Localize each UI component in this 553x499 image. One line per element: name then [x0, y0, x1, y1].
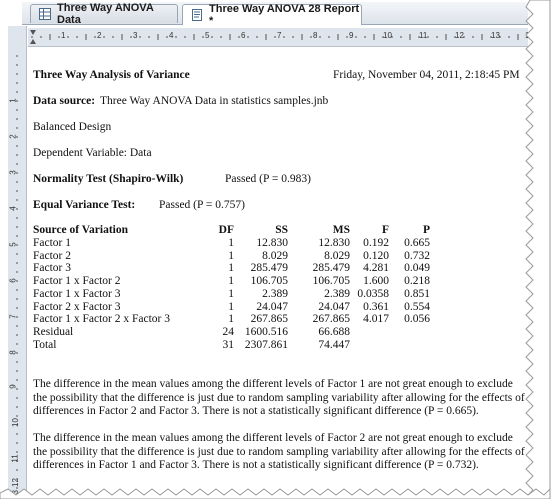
table-cell-value: 24.047: [256, 300, 288, 313]
table-cell-value: 267.865: [250, 313, 288, 326]
normality-test-result: Passed (P = 0.983): [225, 173, 311, 185]
report-title: Three Way Analysis of Variance: [33, 69, 190, 81]
table-cell-value: 12.830: [256, 237, 288, 249]
table-cell-value: 1600.516: [244, 325, 288, 338]
ruler-number: 2: [97, 31, 102, 40]
table-cell-value: 0.0358: [357, 287, 389, 300]
ruler-number: 4: [8, 206, 18, 211]
paragraph-line: the possibility that the difference is just due to random sampling variability after allowing for the effects of: [33, 391, 525, 404]
table-cell-value: 66.688: [318, 325, 350, 338]
equal-variance-label: Equal Variance Test:: [33, 199, 136, 211]
table-cell-value: 1: [228, 275, 234, 288]
tab-anova-report[interactable]: [182, 4, 362, 25]
ruler-number: 3: [8, 170, 18, 175]
table-cell-source: Residual: [33, 325, 74, 338]
table-cell-value: 285.479: [312, 262, 350, 275]
interpretation-factor-1: [33, 378, 553, 419]
table-cell-value: 74.447: [318, 338, 350, 351]
ruler-number: 11: [419, 31, 428, 40]
table-cell-value: 0.056: [404, 313, 430, 326]
paragraph-line: The difference in the mean values among the different levels of Factor 1 are not great enough to exclude: [33, 378, 513, 390]
table-cell-value: 1: [228, 300, 234, 313]
table-cell-value: 12.830: [318, 237, 350, 249]
table-cell-value: 31: [222, 338, 234, 351]
table-cell-value: 1: [228, 249, 234, 262]
table-cell-value: 0.361: [363, 300, 389, 313]
table-cell-value: 24.047: [318, 300, 350, 313]
interpretation-factor-2: [33, 432, 553, 473]
ruler-number: 7: [8, 314, 18, 319]
table-cell-source: Factor 2: [33, 249, 72, 262]
table-cell-value: 1: [228, 313, 234, 326]
dependent-variable-text: Dependent Variable: Data: [33, 147, 152, 159]
table-cell-source: Factor 2 x Factor 3: [33, 300, 121, 313]
table-cell-value: 285.479: [250, 262, 288, 275]
table-cell-value: 1.600: [363, 275, 389, 288]
table-cell-source: Factor 1 x Factor 2 x Factor 3: [33, 313, 171, 326]
table-cell-value: 0.192: [363, 237, 389, 249]
paragraph-line: the possibility that the difference is just due to random sampling variability after allowing for the effects of: [33, 445, 525, 458]
table-cell-source: Factor 1 x Factor 3: [33, 287, 121, 300]
ruler-number: 5: [8, 242, 18, 247]
left-indent-marker: [30, 39, 36, 44]
ruler-number: 1: [61, 31, 66, 40]
ruler-number: 8: [8, 350, 18, 355]
table-cell-value: 4.017: [363, 313, 389, 326]
table-cell-source: Factor 1 x Factor 2: [33, 275, 121, 288]
ruler-number: 4: [169, 31, 174, 40]
report-document[interactable]: [28, 48, 528, 496]
first-line-indent-marker: [30, 30, 36, 35]
table-cell-value: 24: [222, 325, 234, 338]
torn-edge-right: [524, 0, 550, 499]
data-source-label: Data source:: [33, 95, 96, 107]
ruler-number: 10: [10, 418, 20, 427]
worksheet-icon: [39, 8, 51, 20]
table-cell-value: 2.389: [324, 287, 350, 300]
table-cell-source: Total: [33, 338, 57, 351]
table-cell-value: 0.851: [404, 287, 430, 300]
header-source: Source of Variation: [33, 224, 128, 236]
table-cell-value: 267.865: [312, 313, 350, 326]
table-cell-value: 0.665: [404, 237, 430, 249]
header-ms: MS: [332, 224, 350, 236]
equal-variance-result: Passed (P = 0.757): [159, 199, 245, 211]
table-cell-value: 1: [228, 237, 234, 249]
tab-label: Three Way ANOVA 28 Report *: [209, 3, 360, 27]
ruler-number: 3: [133, 31, 138, 40]
tab-label: Three Way ANOVA Data: [57, 2, 154, 26]
ruler-number: 12: [10, 478, 20, 487]
torn-edge-bottom: [0, 485, 550, 499]
report-icon: [191, 9, 203, 21]
header-df: DF: [218, 224, 234, 236]
table-cell-value: 106.705: [312, 275, 350, 288]
table-cell-value: 0.554: [404, 300, 430, 313]
vertical-ruler[interactable]: [8, 26, 27, 496]
header-f: F: [381, 224, 389, 236]
table-cell-value: 0.218: [404, 275, 430, 288]
paragraph-line: differences in Factor 2 and Factor 3. There is not a statistically significant difference (P = 0.665).: [33, 405, 479, 417]
paragraph-line: The difference in the mean values among the different levels of Factor 2 are not great enough to exclude: [33, 432, 513, 444]
ruler-number: 5: [205, 31, 210, 40]
ruler-number: 2: [8, 134, 18, 139]
table-cell-value: 8.029: [324, 249, 350, 262]
ruler-number: 6: [241, 31, 246, 40]
normality-test-label: Normality Test (Shapiro-Wilk): [33, 173, 184, 185]
ruler-number: 13: [491, 31, 500, 40]
table-cell-value: 0.049: [404, 262, 430, 275]
ruler-number: 8: [313, 31, 318, 40]
data-source-value: Three Way ANOVA Data in statistics samples.jnb: [100, 95, 329, 107]
ruler-number: 11: [10, 454, 20, 463]
ruler-number: 9: [8, 384, 18, 389]
report-date: Friday, November 04, 2011, 2:18:45 PM: [333, 69, 520, 81]
table-cell-source: Factor 1: [33, 237, 72, 249]
ruler-number: 7: [277, 31, 282, 40]
header-p: P: [422, 224, 430, 236]
table-cell-value: 0.732: [404, 249, 430, 262]
table-cell-value: 2.389: [262, 287, 288, 300]
table-cell-value: 1: [228, 287, 234, 300]
design-text: Balanced Design: [33, 121, 112, 133]
ruler-number: 12: [455, 31, 464, 40]
table-cell-value: 2307.861: [244, 338, 288, 351]
table-cell-source: Factor 3: [33, 262, 72, 275]
table-cell-value: 1: [228, 262, 234, 275]
tab-anova-data[interactable]: [30, 2, 178, 26]
ruler-number: 9: [349, 31, 354, 40]
table-cell-value: 0.120: [363, 249, 389, 262]
paragraph-line: differences in Factor 1 and Factor 3. There is not a statistically significant difference (P = 0.732).: [33, 459, 479, 471]
ruler-number: 1: [8, 98, 18, 103]
header-ss: SS: [275, 224, 288, 236]
ruler-number: 10: [383, 31, 392, 40]
document-tab-strip: [22, 2, 528, 25]
horizontal-ruler[interactable]: [28, 28, 528, 47]
table-cell-value: 106.705: [250, 275, 288, 288]
table-cell-value: 8.029: [262, 249, 288, 262]
ruler-number: 6: [8, 278, 18, 283]
table-cell-value: 4.281: [363, 262, 389, 275]
